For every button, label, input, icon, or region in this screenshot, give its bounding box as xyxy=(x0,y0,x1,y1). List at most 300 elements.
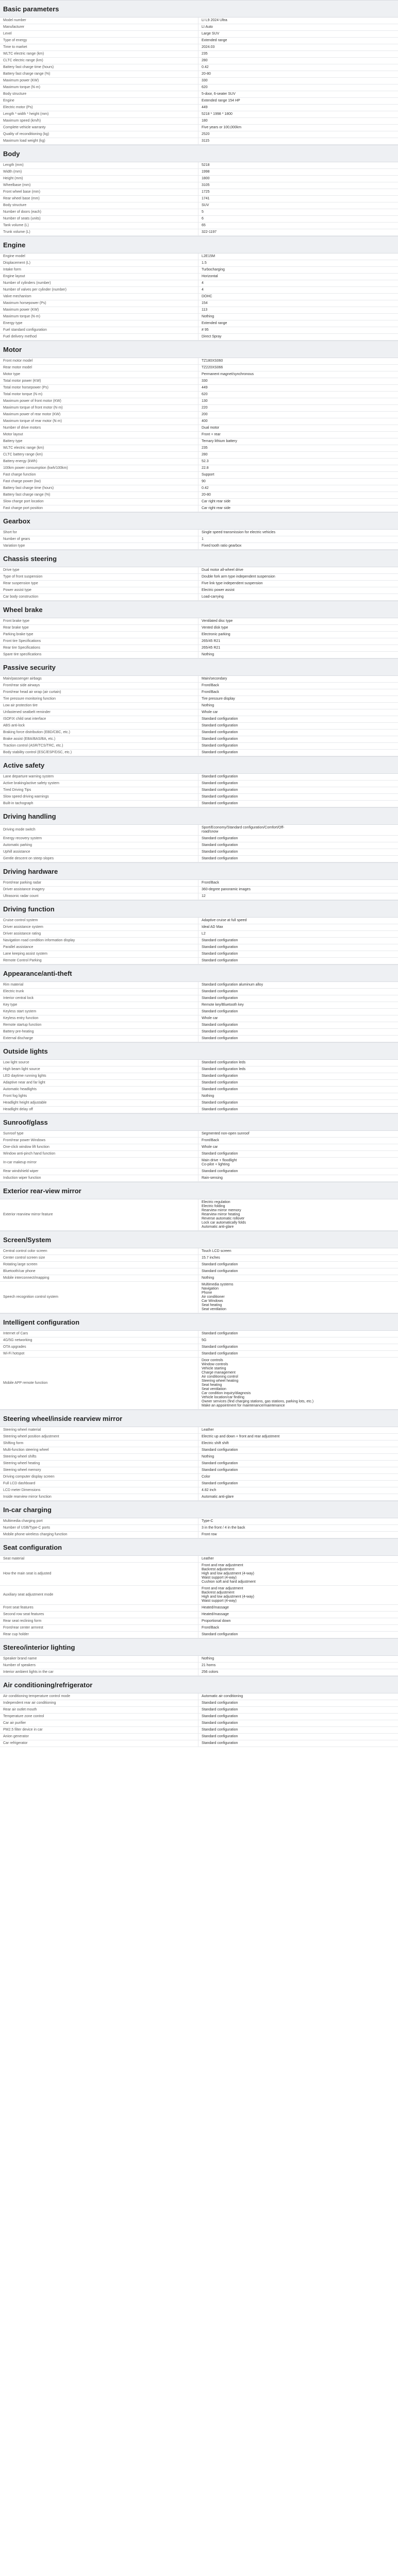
spec-label: 100km power consumption (kwh/100km) xyxy=(0,465,198,471)
spec-label: Air conditioning temperature control mode xyxy=(0,1693,198,1700)
spec-row xyxy=(0,567,398,574)
spec-label: Rear suspension type xyxy=(0,581,198,587)
spec-row xyxy=(0,1693,398,1700)
spec-row xyxy=(0,1618,398,1625)
spec-row xyxy=(0,703,398,709)
spec-value: Leather xyxy=(202,1428,214,1432)
section-header: Driving function xyxy=(0,900,398,918)
spec-value: Fixed tooth ratio gearbox xyxy=(202,544,242,548)
spec-value-line: Phone xyxy=(202,1291,212,1295)
spec-row xyxy=(0,492,398,499)
spec-label: Rear tire Specifications xyxy=(0,645,198,651)
spec-value: 20-80 xyxy=(202,493,211,497)
spec-value xyxy=(198,1199,398,1230)
spec-value: 1800 xyxy=(202,177,210,180)
spec-value: Standard configuration xyxy=(202,731,238,734)
spec-value: Standard configuration xyxy=(202,1170,238,1173)
spec-label: Level xyxy=(0,31,198,37)
spec-row xyxy=(0,465,398,472)
spec-row xyxy=(0,625,398,632)
spec-value: 330 xyxy=(202,79,208,82)
spec-row xyxy=(0,1663,398,1669)
spec-label: Low light source xyxy=(0,1060,198,1066)
spec-row xyxy=(0,536,398,543)
spec-value-line: Car Windows xyxy=(202,1299,223,1303)
spec-label: Rear brake type xyxy=(0,625,198,631)
spec-value: 5-door, 6-seater SUV xyxy=(202,92,236,96)
spec-label: Front/rear head air wrap (air curtain) xyxy=(0,689,198,696)
spec-value: Standard configuration xyxy=(202,1715,238,1718)
spec-row xyxy=(0,1358,398,1410)
spec-row xyxy=(0,574,398,581)
spec-row xyxy=(0,1734,398,1740)
spec-value: Front row xyxy=(202,1533,217,1536)
spec-row xyxy=(0,1151,398,1158)
spec-row xyxy=(0,162,398,169)
spec-value xyxy=(198,1282,398,1313)
spec-label: Maximum load weight (kg) xyxy=(0,138,198,144)
spec-value: 20-80 xyxy=(202,72,211,76)
spec-row xyxy=(0,736,398,743)
spec-value: Segmented non-open sunroof xyxy=(202,1132,250,1136)
spec-label: Fast charge function xyxy=(0,472,198,478)
spec-label: Fast charge port position xyxy=(0,505,198,512)
spec-row xyxy=(0,1351,398,1358)
spec-row xyxy=(0,1093,398,1100)
spec-label: Number of doors (each) xyxy=(0,209,198,215)
spec-label: One-click window lift function xyxy=(0,1144,198,1150)
spec-label: Bluetooth/car phone xyxy=(0,1268,198,1275)
spec-label: Car air purifier xyxy=(0,1720,198,1726)
spec-value: 12 xyxy=(202,894,206,898)
spec-row xyxy=(0,307,398,314)
spec-value: 4.82 inch xyxy=(202,1488,217,1492)
spec-row xyxy=(0,645,398,652)
spec-label: Maximum torque (N·m) xyxy=(0,314,198,320)
spec-label: Car refrigerator xyxy=(0,1740,198,1747)
spec-row xyxy=(0,893,398,900)
spec-row xyxy=(0,1487,398,1494)
spec-row xyxy=(0,294,398,300)
spec-label: Maximum power of front motor (KW) xyxy=(0,398,198,404)
spec-value: Front/Back xyxy=(202,881,219,885)
spec-label: Adaptive near and far light xyxy=(0,1080,198,1086)
spec-value: Standard configuration xyxy=(202,1735,238,1738)
spec-row xyxy=(0,1481,398,1487)
spec-value: L2E15M xyxy=(202,255,215,258)
spec-label: Number of seats (units) xyxy=(0,216,198,222)
spec-row xyxy=(0,274,398,280)
spec-value: DOHC xyxy=(202,295,212,298)
spec-label: Number of USB/Type-C ports xyxy=(0,1525,198,1531)
spec-row xyxy=(0,1331,398,1337)
spec-label: Steering wheel heating xyxy=(0,1461,198,1467)
spec-value: Standard configuration xyxy=(202,782,238,785)
spec-value: Standard configuration xyxy=(202,996,238,1000)
spec-label: Steering wheel position adjustment xyxy=(0,1434,198,1440)
spec-label: Electric trunk xyxy=(0,989,198,995)
spec-row xyxy=(0,1440,398,1447)
section-header: Active safety xyxy=(0,756,398,774)
spec-label: Front/rear power Windows xyxy=(0,1138,198,1144)
spec-value-line: Front and rear adjustment xyxy=(202,1564,243,1567)
spec-value-line: Navigation xyxy=(202,1287,219,1291)
spec-label: Brake assist (EBA/BAS/BA, etc.) xyxy=(0,736,198,742)
spec-label: Front wheel base (mm) xyxy=(0,189,198,195)
spec-label: Total motor power (KW) xyxy=(0,378,198,384)
spec-value-line: Waist support (4-way) xyxy=(202,1599,237,1603)
spec-row xyxy=(0,472,398,479)
spec-value: Standard configuration xyxy=(202,717,238,721)
spec-value: Standard configuration xyxy=(202,1701,238,1705)
spec-value: Standard configuration xyxy=(202,1263,238,1266)
spec-label: Driver assistance rating xyxy=(0,931,198,937)
spec-value xyxy=(198,1158,398,1168)
spec-row xyxy=(0,1015,398,1022)
spec-value: Standard configuration xyxy=(202,1633,238,1636)
spec-row xyxy=(0,371,398,378)
spec-row xyxy=(0,1427,398,1434)
spec-value: Load-carrying xyxy=(202,595,224,599)
spec-value: LI Auto xyxy=(202,25,213,29)
spec-row xyxy=(0,924,398,931)
spec-row xyxy=(0,378,398,385)
spec-label: Number of gears xyxy=(0,536,198,543)
spec-row xyxy=(0,1060,398,1066)
spec-value: Standard configuration leds xyxy=(202,1061,246,1064)
spec-row xyxy=(0,1625,398,1632)
spec-value: Standard configuration xyxy=(202,1108,238,1111)
spec-row xyxy=(0,505,398,512)
spec-row xyxy=(0,581,398,587)
spec-row xyxy=(0,138,398,145)
spec-row xyxy=(0,31,398,38)
spec-row xyxy=(0,209,398,216)
spec-label: Spare tire specifications xyxy=(0,652,198,658)
spec-label: Battery pre-heating xyxy=(0,1029,198,1035)
spec-value: # 95 xyxy=(202,328,209,332)
spec-value-line: Waist support (4-way) xyxy=(202,1576,237,1580)
spec-label: Headlight delay off xyxy=(0,1107,198,1113)
spec-row xyxy=(0,1144,398,1151)
spec-value-line: Front and rear adjustment xyxy=(202,1587,243,1590)
spec-row xyxy=(0,71,398,78)
spec-label: WLTC electric range (km) xyxy=(0,51,198,57)
spec-value: 1725 xyxy=(202,190,210,194)
spec-value: 0.42 xyxy=(202,486,209,490)
spec-row xyxy=(0,38,398,44)
spec-row xyxy=(0,111,398,118)
spec-label: Low air protection tire xyxy=(0,703,198,709)
spec-label: Fuel standard configuration xyxy=(0,327,198,333)
spec-value: Standard configuration xyxy=(202,775,238,778)
spec-label: Front/rear parking radar xyxy=(0,880,198,886)
spec-row xyxy=(0,1268,398,1275)
spec-row xyxy=(0,300,398,307)
spec-label: External discharge xyxy=(0,1036,198,1042)
spec-row xyxy=(0,1066,398,1073)
section-header: Wheel brake xyxy=(0,601,398,618)
spec-label: Key type xyxy=(0,1002,198,1008)
spec-label: ISOFIX child seat interface xyxy=(0,716,198,722)
spec-row xyxy=(0,51,398,58)
spec-value: Heated/massage xyxy=(202,1613,229,1616)
spec-value: 0.42 xyxy=(202,65,209,69)
spec-label: LED daytime running lights xyxy=(0,1073,198,1079)
spec-row xyxy=(0,385,398,392)
spec-row xyxy=(0,1461,398,1467)
spec-row xyxy=(0,1556,398,1563)
spec-row xyxy=(0,327,398,334)
spec-value: 265/45 R21 xyxy=(202,646,221,650)
spec-value: TZ180XS060 xyxy=(202,359,223,363)
section-header: Outside lights xyxy=(0,1042,398,1060)
spec-row xyxy=(0,432,398,438)
section-header: Stereo/interior lighting xyxy=(0,1638,398,1656)
spec-label: OTA upgrades xyxy=(0,1344,198,1350)
spec-value: Standard configuration xyxy=(202,1088,238,1091)
spec-label: Maximum horsepower (Ps) xyxy=(0,300,198,307)
spec-value: Standard configuration xyxy=(202,1101,238,1105)
spec-value: Electric power assist xyxy=(202,588,235,592)
spec-row xyxy=(0,189,398,196)
section-header: Driving hardware xyxy=(0,862,398,880)
spec-label: Number of speakers xyxy=(0,1663,198,1669)
spec-row xyxy=(0,438,398,445)
spec-value-line: Seat ventilation xyxy=(202,1387,226,1391)
section-header: Screen/System xyxy=(0,1231,398,1248)
spec-value: Electric up and down + front and rear adjustment xyxy=(202,1435,280,1438)
spec-row xyxy=(0,125,398,131)
spec-label: Slow speed driving warnings xyxy=(0,794,198,800)
spec-label: Keyless start system xyxy=(0,1009,198,1015)
spec-row xyxy=(0,958,398,964)
spec-row xyxy=(0,1158,398,1168)
spec-value: Standard configuration xyxy=(202,1728,238,1732)
spec-value-line: Seat ventilation xyxy=(202,1308,226,1311)
spec-label: Number of cylinders (number) xyxy=(0,280,198,286)
spec-label: Shifting form xyxy=(0,1440,198,1447)
spec-label: Total motor torque (N·m) xyxy=(0,392,198,398)
spec-value: 2024.03 xyxy=(202,45,215,49)
spec-row xyxy=(0,836,398,842)
spec-value: LI L9 2024 Ultra xyxy=(202,19,227,22)
spec-value: Rain-sensing xyxy=(202,1176,223,1180)
spec-value: Automatic air conditioning xyxy=(202,1694,243,1698)
spec-value: Ideal AD Max xyxy=(202,925,223,929)
spec-value-line: Electric folding xyxy=(202,1205,225,1208)
spec-label: Seat material xyxy=(0,1556,198,1562)
spec-row xyxy=(0,1525,398,1532)
spec-value: Standard configuration xyxy=(202,1023,238,1027)
spec-label: Interior ambient lights in the car xyxy=(0,1669,198,1675)
spec-label: Automatic parking xyxy=(0,842,198,849)
section-header: Passive security xyxy=(0,658,398,676)
spec-label: Central control color screen xyxy=(0,1248,198,1255)
spec-value: 3 in the front / 4 in the back xyxy=(202,1526,245,1530)
spec-row xyxy=(0,1447,398,1454)
spec-value: Standard configuration xyxy=(202,795,238,799)
spec-value: Dual motor xyxy=(202,426,220,430)
spec-label: Internet of Cars xyxy=(0,1331,198,1337)
spec-value: Standard configuration xyxy=(202,1345,238,1349)
spec-label: Tank volume (L) xyxy=(0,223,198,229)
spec-value-line: Rearview mirror heating xyxy=(202,1213,240,1216)
spec-label: Maximum torque of rear motor (N·m) xyxy=(0,418,198,425)
section-header: Driving handling xyxy=(0,807,398,825)
spec-row xyxy=(0,91,398,98)
spec-row xyxy=(0,98,398,105)
spec-row xyxy=(0,1740,398,1747)
spec-row xyxy=(0,676,398,683)
spec-value: Standard configuration xyxy=(202,837,238,840)
spec-value: 1998 xyxy=(202,170,210,174)
spec-row xyxy=(0,358,398,365)
spec-value: Standard configuration leds xyxy=(202,1067,246,1071)
spec-row xyxy=(0,334,398,341)
spec-value: Standard configuration xyxy=(202,945,238,949)
spec-value: Whole car xyxy=(202,1016,218,1020)
spec-value: Tire pressure display xyxy=(202,697,235,701)
spec-row xyxy=(0,543,398,550)
spec-label: Lane departure warning system xyxy=(0,774,198,780)
spec-value: 1741 xyxy=(202,197,210,200)
spec-label: Body stability control (ESC/ESP/DSC, etc.) xyxy=(0,750,198,756)
spec-row xyxy=(0,260,398,267)
spec-value: 5G xyxy=(202,1338,207,1342)
spec-label: Rear wheel base (mm) xyxy=(0,196,198,202)
spec-label: Interior central lock xyxy=(0,995,198,1002)
spec-row xyxy=(0,176,398,182)
spec-label: Fuel delivery method xyxy=(0,334,198,340)
spec-row xyxy=(0,1714,398,1720)
spec-label: Total motor horsepower (Ps) xyxy=(0,385,198,391)
section-header: Steering wheel/inside rearview mirror xyxy=(0,1410,398,1427)
spec-value: Remote key/Bluetooth key xyxy=(202,1003,244,1007)
spec-row xyxy=(0,989,398,995)
spec-label: How the main seat is adjusted xyxy=(0,1563,198,1585)
spec-label: Rear windshield wiper xyxy=(0,1168,198,1175)
spec-value: Standard configuration xyxy=(202,1482,238,1485)
spec-row xyxy=(0,849,398,856)
spec-row xyxy=(0,452,398,459)
spec-value: Standard configuration xyxy=(202,1708,238,1711)
spec-label: Battery energy (kWh) xyxy=(0,459,198,465)
spec-value: Front/Back xyxy=(202,690,219,694)
spec-row xyxy=(0,1131,398,1138)
spec-label: Front/rear side airways xyxy=(0,683,198,689)
spec-row xyxy=(0,750,398,756)
spec-value: Permanent magnet/synchronous xyxy=(202,372,254,376)
spec-value: Direct Spray xyxy=(202,335,222,338)
spec-value: Standard configuration xyxy=(202,857,238,860)
section-header: Gearbox xyxy=(0,512,398,530)
spec-row xyxy=(0,1036,398,1042)
spec-label: Intake form xyxy=(0,267,198,273)
spec-row xyxy=(0,709,398,716)
spec-label: Trunk volume (L) xyxy=(0,229,198,235)
spec-value: SUV xyxy=(202,204,209,207)
spec-label: Energy recovery system xyxy=(0,836,198,842)
spec-value: 21 horns xyxy=(202,1664,216,1667)
spec-label: Engine model xyxy=(0,253,198,260)
spec-row xyxy=(0,118,398,125)
section-header: Exterior rear-view mirror xyxy=(0,1182,398,1199)
spec-value: Dual motor all-wheel drive xyxy=(202,568,243,572)
spec-label: Rear motor model xyxy=(0,365,198,371)
spec-label: Drive type xyxy=(0,567,198,573)
spec-row xyxy=(0,918,398,924)
spec-label: Battery fast charge range (%) xyxy=(0,71,198,77)
spec-label: Model number xyxy=(0,18,198,24)
spec-value: 5218 xyxy=(202,163,210,167)
spec-label: Short for xyxy=(0,530,198,536)
spec-value: Nothing xyxy=(202,1094,214,1098)
spec-label: Number of drive motors xyxy=(0,425,198,431)
spec-value-line: Owner services (find charging stations, gas stations, parking lots, etc.) xyxy=(202,1400,314,1403)
spec-row xyxy=(0,280,398,287)
spec-row xyxy=(0,1720,398,1727)
spec-row xyxy=(0,405,398,412)
spec-row xyxy=(0,1262,398,1268)
spec-value: Standard configuration xyxy=(202,1152,238,1156)
spec-row xyxy=(0,398,398,405)
spec-value: 3115 xyxy=(202,139,210,143)
spec-value-line: High and low adjustment (4-way) xyxy=(202,1572,254,1575)
spec-row xyxy=(0,459,398,465)
spec-value: Standard configuration aluminum alloy xyxy=(202,983,263,987)
spec-row xyxy=(0,1168,398,1175)
spec-row xyxy=(0,44,398,51)
spec-value: Standard configuration xyxy=(202,724,238,727)
spec-row xyxy=(0,58,398,64)
spec-label: Window anti-pinch hand function xyxy=(0,1151,198,1157)
spec-value-line: Multimedia systems xyxy=(202,1283,234,1286)
spec-label: Induction wiper function xyxy=(0,1175,198,1181)
spec-row xyxy=(0,182,398,189)
spec-label: Second row seat features xyxy=(0,1612,198,1618)
spec-value: Standard configuration xyxy=(202,1741,238,1745)
spec-value: Whole car xyxy=(202,1145,218,1149)
spec-row xyxy=(0,931,398,938)
spec-value: 235 xyxy=(202,52,208,56)
spec-row xyxy=(0,1248,398,1255)
spec-value-line: Seat heating xyxy=(202,1383,222,1387)
spec-label: Automatic headlights xyxy=(0,1087,198,1093)
spec-row xyxy=(0,696,398,703)
spec-label: Center control screen size xyxy=(0,1255,198,1261)
spec-value xyxy=(198,1563,398,1585)
spec-row xyxy=(0,938,398,944)
spec-value-line: Lock car automatically folds xyxy=(202,1221,246,1225)
spec-value: 15.7 inches xyxy=(202,1256,220,1260)
spec-value: L2 xyxy=(202,932,206,936)
spec-value: Standard configuration xyxy=(202,802,238,805)
spec-row xyxy=(0,84,398,91)
spec-label: WLTC electric range (km) xyxy=(0,445,198,451)
spec-row xyxy=(0,169,398,176)
spec-row xyxy=(0,223,398,229)
spec-label: Type of front suspension xyxy=(0,574,198,580)
spec-value-line: Door controls xyxy=(202,1359,223,1362)
spec-value: Extended range 154 HP xyxy=(202,99,240,103)
spec-value: Standard configuration xyxy=(202,850,238,854)
spec-value: Front/Back xyxy=(202,1626,219,1630)
spec-row xyxy=(0,1087,398,1093)
spec-value: Electric shift shift xyxy=(202,1442,229,1445)
spec-value: 449 xyxy=(202,386,208,389)
spec-value: Automatic anti-glare xyxy=(202,1495,234,1499)
